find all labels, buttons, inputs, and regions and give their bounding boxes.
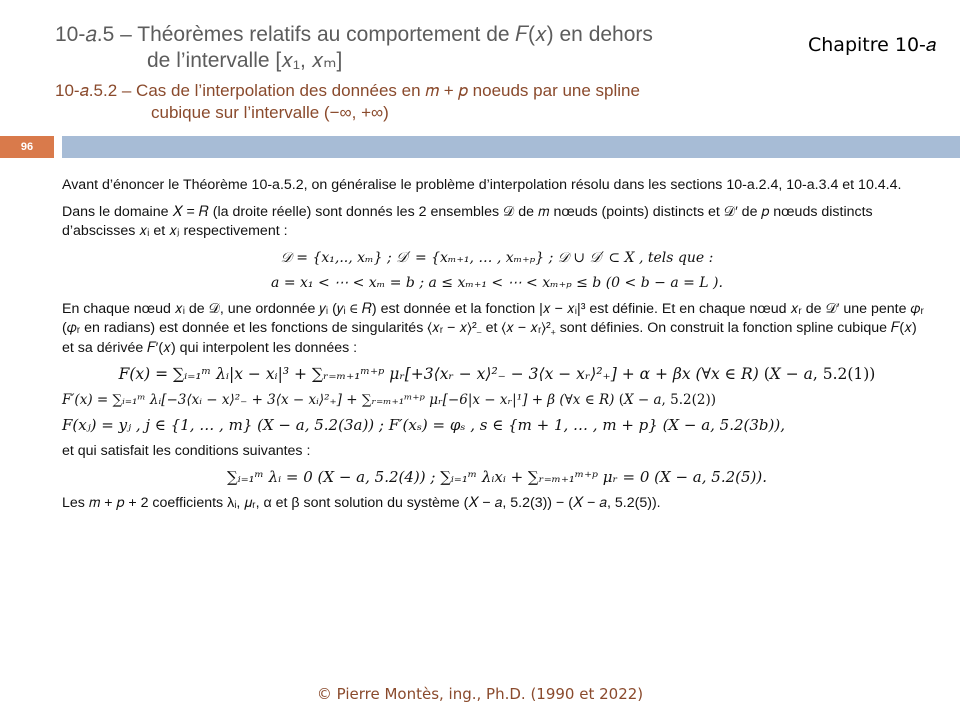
- paragraph-construction: En chaque nœud 𝑥ᵢ de 𝒟, une ordonnée 𝑦ᵢ (𝑦ᵢ ∈ 𝑅) est donnée et la fonction |𝑥 − 𝑥ᵢ|³ est définie. Et en chaque nœud 𝑥ᵣ de 𝒟′ une pente 𝜑ᵣ (𝜑ᵣ en radians) est donnée et les fonctions de singularités ⟨𝑥ᵣ − 𝑥⟩²₋ et ⟨𝑥 − 𝑥ᵣ⟩²₊ sont définies. On construit la fonction spline cubique 𝐹(𝑥) et sa dérivée 𝐹′(𝑥) qui interpolent les données :: [62, 300, 924, 356]
- equation-order: 𝑎 = 𝑥₁ < ⋯ < 𝑥ₘ = 𝑏 ; 𝑎 ≤ 𝑥ₘ₊₁ < ⋯ < 𝑥ₘ₊ₚ ≤ 𝑏 (0 < 𝑏 − 𝑎 = 𝐿 ).: [271, 275, 723, 291]
- equation-interpolation-conditions: 𝐹(𝑥ⱼ) = 𝑦ⱼ , 𝑗 ∈ {1, … , 𝑚} (𝑋 − 𝑎, 5.2(3𝑎)) ; 𝐹′(𝑥ₛ) = 𝜑ₛ , 𝑠 ∈ {𝑚 + 1, … , 𝑚 + 𝑝} (𝑋 − 𝑎, 5.2(3𝑏)),: [62, 416, 786, 434]
- paragraph-coefficients: Les 𝑚 + 𝑝 + 2 coefficients λᵢ, 𝜇ᵣ, α et β sont solution du système (𝑋 − 𝑎, 5.2(3)) − (𝑋 − 𝑎, 5.2(5)).: [62, 494, 661, 511]
- paragraph-intro: Avant d’énoncer le Théorème 10-a.5.2, on généralise le problème d’interpolation résolu dans les sections 10-a.2.4, 10-a.3.4 et 10.4.4.: [62, 177, 902, 193]
- paragraph-domain: Dans le domaine 𝑋 = 𝑅 (la droite réelle) sont donnés les 2 ensembles 𝒟 de 𝑚 nœuds (points) distincts et 𝒟′ de 𝑝 nœuds distincts d’abscisses 𝑥ᵢ et 𝑥ⱼ respectivement :: [62, 203, 873, 239]
- equation-sets: 𝒟 = {𝑥₁,.., 𝑥ₘ} ; 𝒟′ = {𝑥ₘ₊₁, … , 𝑥ₘ₊ₚ} ; 𝒟 ∪ 𝒟′ ⊂ 𝑋 , tels que :: [280, 249, 714, 266]
- paragraph-conditions: et qui satisfait les conditions suivantes :: [62, 442, 311, 459]
- section-title-line1: 10-𝑎.5 – Théorèmes relatifs au comportement de 𝐹(𝑥) en dehors: [55, 23, 653, 46]
- page-number: 96: [0, 136, 54, 158]
- chapter-label: Chapitre 10-𝑎: [808, 34, 937, 56]
- subsection-title-line1: 10-𝑎.5.2 – Cas de l’interpolation des données en 𝑚 + 𝑝 noeuds par une spline: [55, 81, 640, 100]
- header-bar: [0, 136, 960, 158]
- slide-body: [62, 176, 932, 520]
- section-title-line2: de l’intervalle [𝑥₁, 𝑥ₘ]: [147, 49, 343, 72]
- subsection-title-line2: cubique sur l’intervalle (−∞, +∞): [151, 103, 389, 122]
- decorative-bar: [62, 136, 960, 158]
- equation-derivative: [62, 391, 932, 411]
- equation-constraints: ∑ᵢ₌₁ᵐ λᵢ = 0 (𝑋 − 𝑎, 5.2(4)) ; ∑ᵢ₌₁ᵐ λᵢ𝑥ᵢ + ∑ᵣ₌ₘ₊₁ᵐ⁺ᵖ 𝜇ᵣ = 0 (𝑋 − 𝑎, 5.2(5)).: [226, 468, 767, 486]
- equation-derivative-body: 𝐹′(𝑥) = ∑ᵢ₌₁ᵐ λᵢ[−3⟨𝑥ᵢ − 𝑥⟩²₋ + 3⟨𝑥 − 𝑥ᵢ⟩²₊] + ∑ᵣ₌ₘ₊₁ᵐ⁺ᵖ 𝜇ᵣ[−6|𝑥 − 𝑥ᵣ|¹] + β (∀𝑥 ∈ 𝑅): [62, 391, 615, 408]
- equation-spline-ref: (𝑋 − 𝑎, 5.2(1)): [763, 365, 876, 383]
- equation-derivative-ref: (𝑋 − 𝑎, 5.2(2)): [618, 391, 716, 408]
- copyright-footer: © Pierre Montès, ing., Ph.D. (1990 et 2022): [316, 685, 644, 703]
- slide-title-block: [55, 22, 800, 124]
- equation-spline-body: 𝐹(𝑥) = ∑ᵢ₌₁ᵐ λᵢ|𝑥 − 𝑥ᵢ|³ + ∑ᵣ₌ₘ₊₁ᵐ⁺ᵖ 𝜇ᵣ[+3⟨𝑥ᵣ − 𝑥⟩²₋ − 3⟨𝑥 − 𝑥ᵣ⟩²₊] + α + β𝑥 (∀𝑥 ∈ 𝑅): [118, 365, 759, 383]
- equation-spline: [62, 365, 932, 385]
